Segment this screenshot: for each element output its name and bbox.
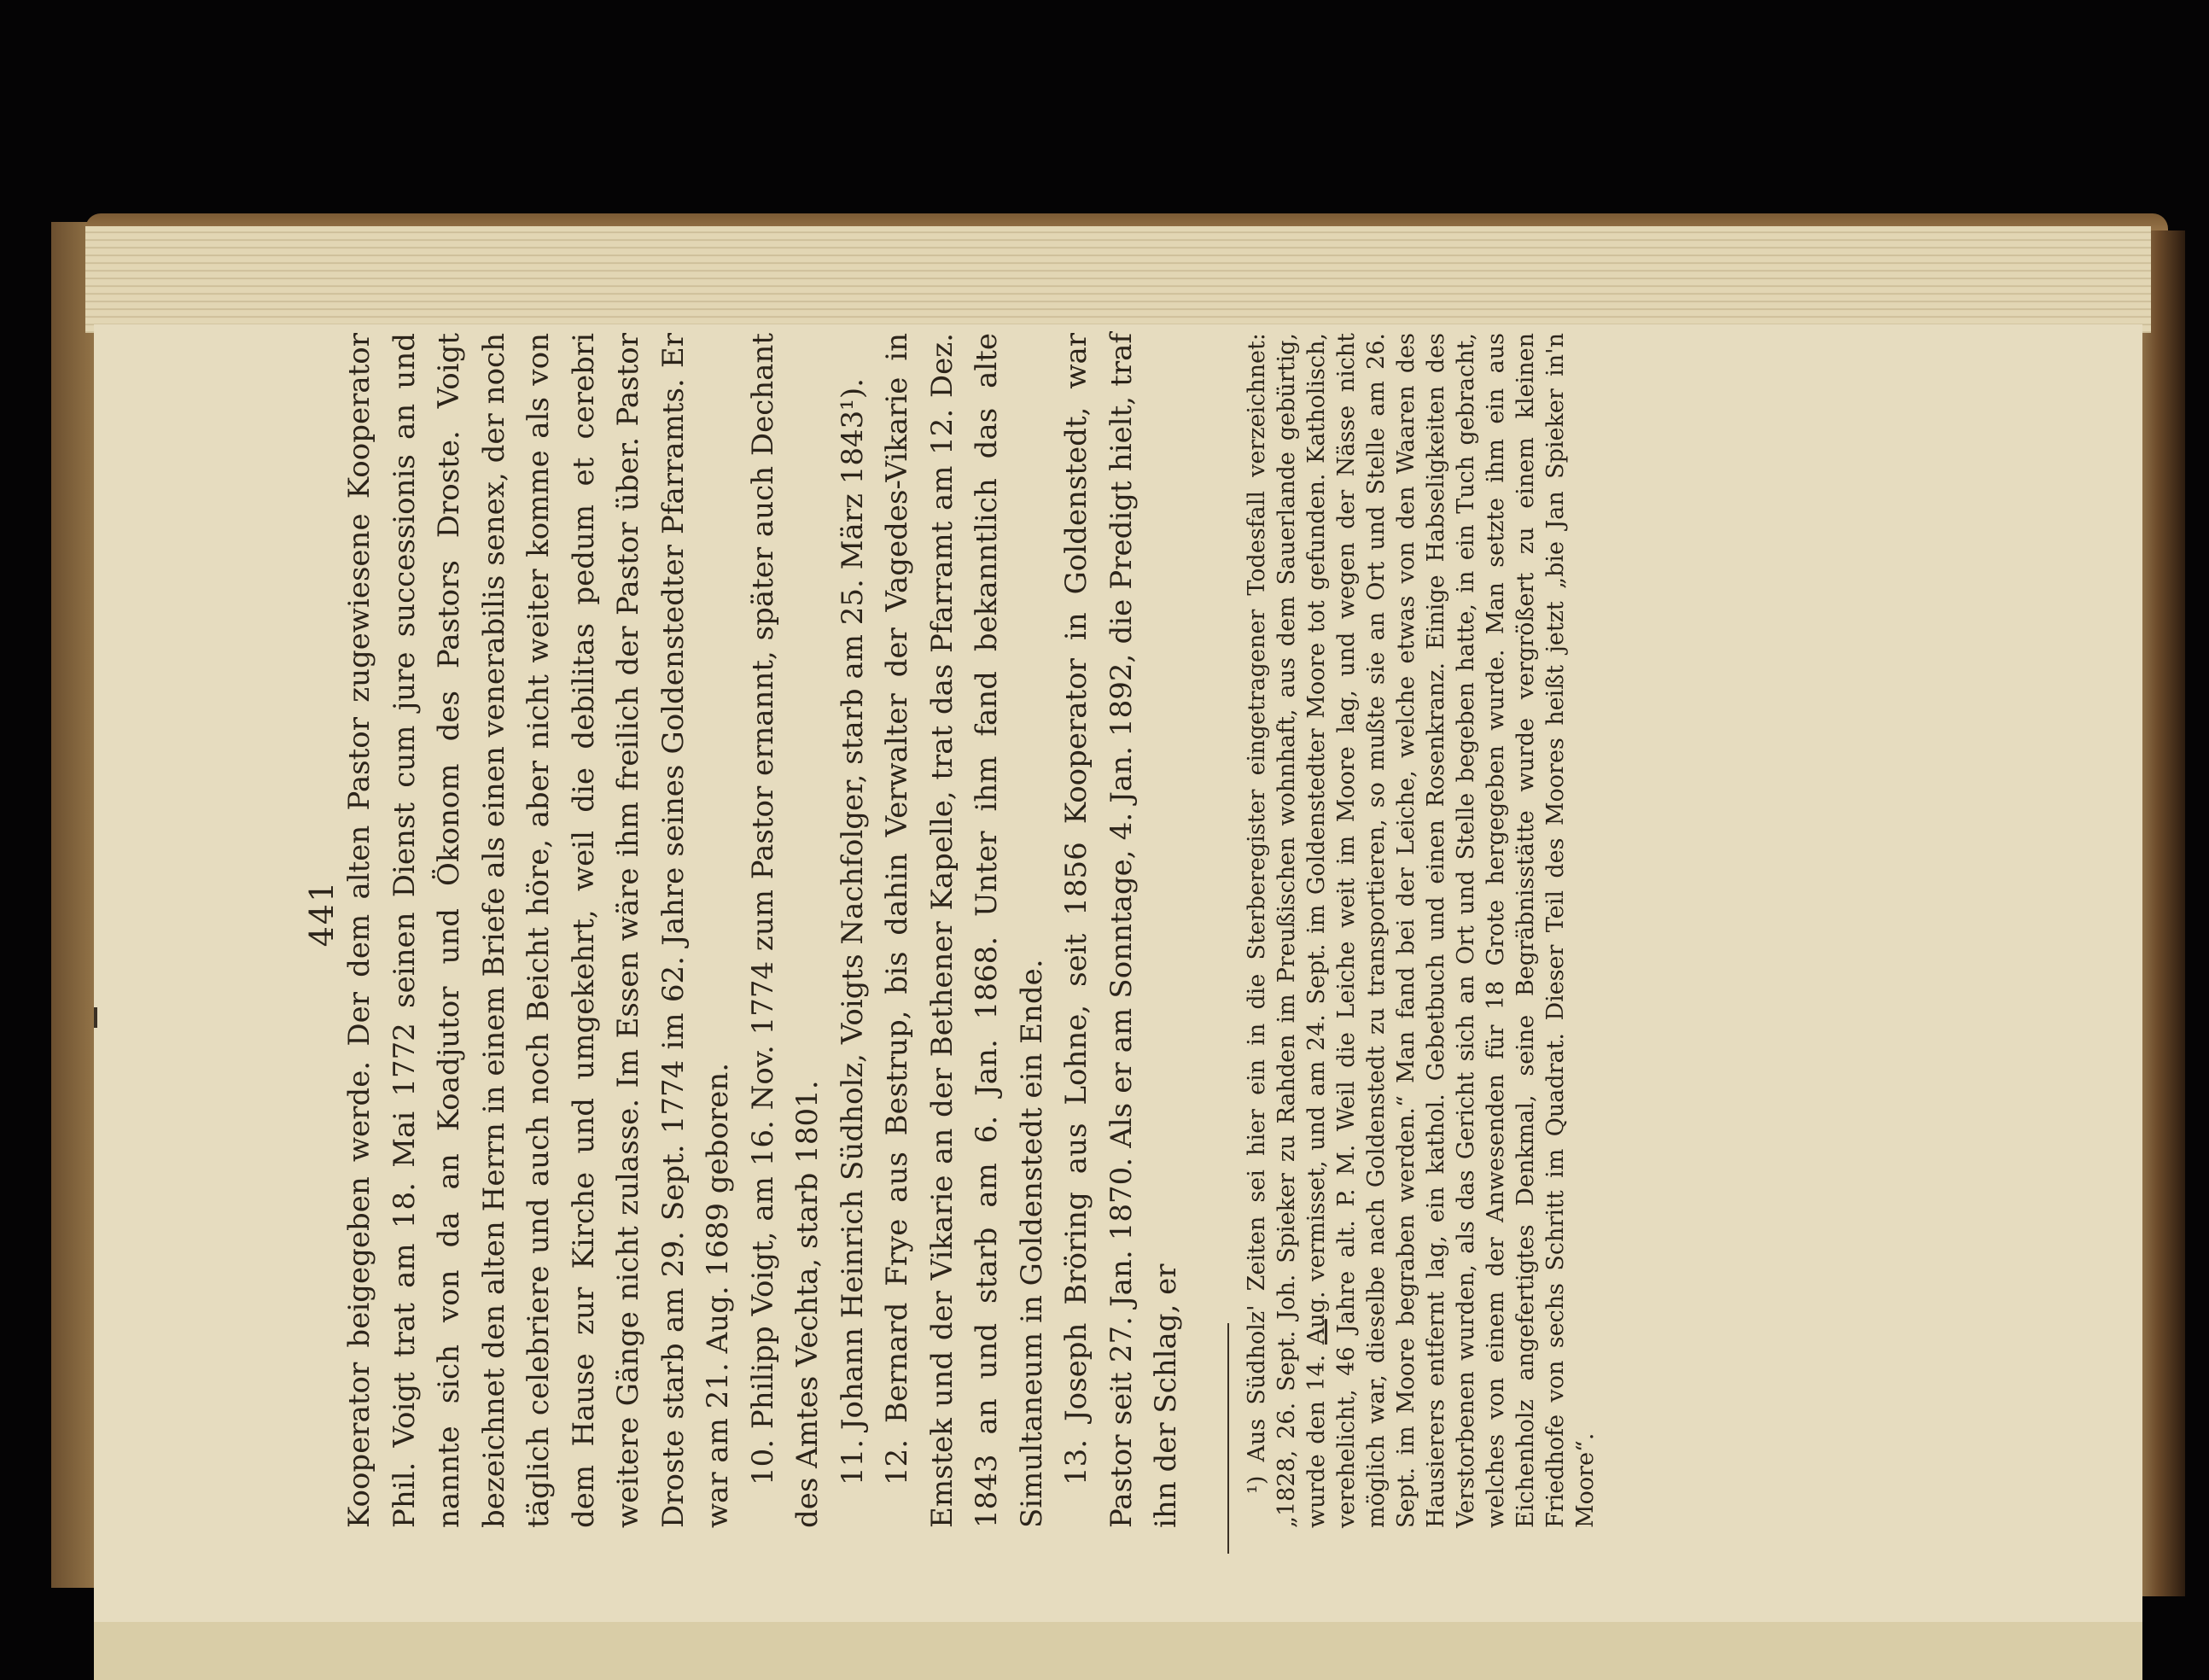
page-number: 441 bbox=[303, 879, 341, 948]
paragraph: 12. Bernard Frye aus Bestrup, bis dahin Verwalter der Vagedes-Vikarie in Emstek und der Vikarie an der Bethener Kapelle, trat das Pfarramt am 12. Dez. 1843 an und starb am 6. Jan. 1868. Unter ihm fand bekanntlich das alte Simultaneum in Goldenstedt ein Ende. bbox=[880, 333, 1049, 1528]
footnote-separator bbox=[1227, 1323, 1229, 1554]
footnote bbox=[1242, 333, 1600, 1528]
paragraph: Kooperator beigegeben werde. Der dem alten Pastor zugewiesene Kooperator Phil. Voigt trat am 18. Mai 1772 seinen Dienst cum jure successionis an und nannte sich von da an Koadjutor und Ökonom des Pastors Droste. Voigt bezeichnet den alten Herrn in einem Briefe als einen venerabilis senex, der noch täglich celebriere und auch noch Beicht höre, aber nicht weiter komme als von dem Hause zur Kirche und umgekehrt, weil die debilitas pedum et cerebri weitere Gänge nicht zulasse. Im Essen wäre ihm freilich der Pastor über. Pastor Droste starb am 29. Sept. 1774 im 62. Jahre seines Goldenstedter Pfarramts. Er war am 21. Aug. 1689 geboren. bbox=[342, 333, 735, 1528]
footnote-text: ¹) Aus Südholz' Zeiten sei hier ein in die Sterberegister eingetragener Todesfall verzeichnet: „1828, 26. Sept. Joh. Spieker zu Rahden im Preußischen wohnhaft, aus dem Sauerlande gebürtig, wurde den 14. Aug. vermisset, und am 24. Sept. im Goldenstedter Moore tot gefunden. Katholisch, verehelicht, 46 Jahre alt. P. M. Weil die Leiche weit im Moore lag, und wegen der Nässe nicht möglich war, dieselbe nach Goldenstedt zu transportieren, so mußte sie an Ort und Stelle am 26. Sept. im Moore begraben werden.“ Man fand bei der Leiche, welche etwas von den Waaren des Hausierers entfernt lag, ein kathol. Gebetbuch und einen Rosenkranz. Einige Habseligkeiten des Verstorbenen wurden, als das Gericht sich an Ort und Stelle begeben hatte, in ein Tuch gebracht, welches von einem der Anwesenden für 18 Grote hergegeben wurde. Man setzte ihm ein aus Eichenholz angefertigtes Denkmal, seine Begräbnisstätte wurde vergrößert zu einem kleinen Friedhofe von sechs Schritt im Quadrat. Dieser Teil des Moores heißt jetzt „bie Jan Spieker in'n Moore“. bbox=[1244, 333, 1599, 1528]
page-content-rotated bbox=[303, 273, 1908, 1554]
paragraph: 11. Johann Heinrich Südholz, Voigts Nachfolger, starb am 25. März 1843¹). bbox=[835, 378, 870, 1485]
facing-page-edge bbox=[94, 1622, 2142, 1680]
paragraph: 13. Joseph Bröring aus Lohne, seit 1856 Kooperator in Goldenstedt, war Pastor seit 27. Jan. 1870. Als er am Sonntage, 4. Jan. 1892, die Predigt hielt, traf ihn der Schlag, er bbox=[1059, 333, 1183, 1528]
paragraph: 10. Philipp Voigt, am 16. Nov. 1774 zum Pastor ernannt, später auch Dechant des Amtes Vechta, starb 1801. bbox=[745, 333, 825, 1528]
body-text bbox=[337, 333, 1189, 1528]
margin-mark bbox=[94, 1007, 97, 1028]
